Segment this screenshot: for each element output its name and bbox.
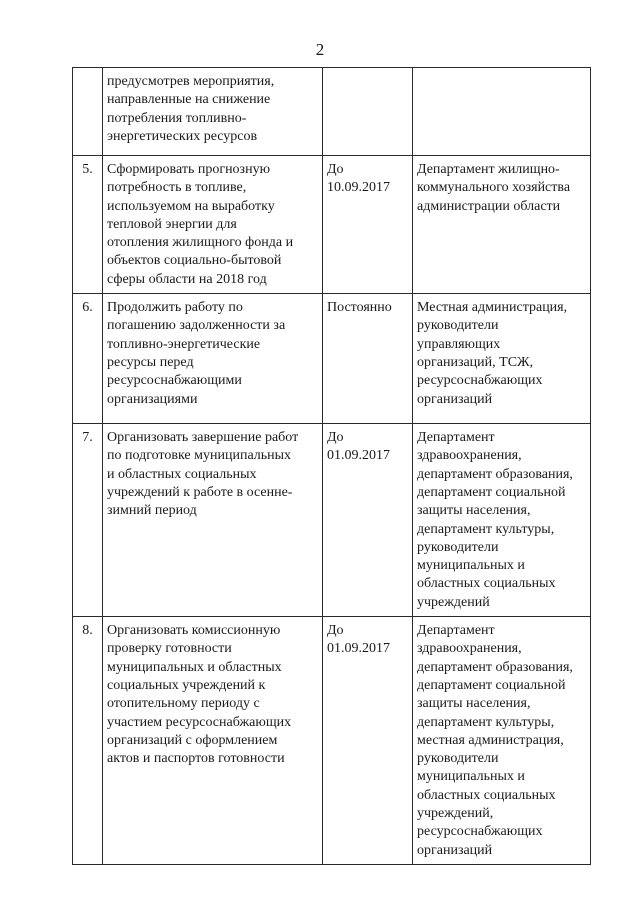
action-text: Организовать комиссионную проверку готовности муниципальных и областных социальных учреждений к отопительному периоду с участием ресурсоснабжающих организаций с оформлением актов и паспортов готовности [103,617,323,865]
deadline-text: До 01.09.2017 [323,617,413,865]
action-text: предусмотрев мероприятия, направленные на снижение потребления топливно- энергетических ресурсов [103,68,323,156]
table-row [73,424,591,617]
responsible-text: Департамент жилищно- коммунального хозяйства администрации области [413,156,591,294]
deadline-text: Постоянно [323,294,413,424]
row-number [73,68,103,156]
page-number: 2 [315,40,325,59]
row-number: 5. [73,156,103,294]
row-number: 6. [73,294,103,424]
responsible-text: Департамент здравоохранения, департамент образования, департамент социальной защиты населения, департамент культуры, местная администрация, руководители муниципальных и областных социальных учреждений, ресурсоснабжающих организаций [413,617,591,865]
responsible-text: Департамент здравоохранения, департамент образования, департамент социальной защиты населения, департамент культуры, руководители муниципальных и областных социальных учреждений [413,424,591,617]
responsible-text: Местная администрация, руководители управляющих организаций, ТСЖ, ресурсоснабжающих организаций [413,294,591,424]
table-row [73,294,591,424]
deadline-text [323,68,413,156]
action-plan-table [72,67,591,865]
table-row [73,68,591,156]
row-number: 7. [73,424,103,617]
action-text: Сформировать прогнозную потребность в топливе, используемом на выработку тепловой энергии для отопления жилищного фонда и объектов социально-бытовой сферы области на 2018 год [103,156,323,294]
table-row [73,617,591,865]
deadline-text: До 10.09.2017 [323,156,413,294]
deadline-text: До 01.09.2017 [323,424,413,617]
action-text: Продолжить работу по погашению задолженности за топливно-энергетические ресурсы перед ресурсоснабжающими организациями [103,294,323,424]
responsible-text [413,68,591,156]
row-number: 8. [73,617,103,865]
table-row [73,156,591,294]
action-text: Организовать завершение работ по подготовке муниципальных и областных социальных учреждений к работе в осенне- зимний период [103,424,323,617]
